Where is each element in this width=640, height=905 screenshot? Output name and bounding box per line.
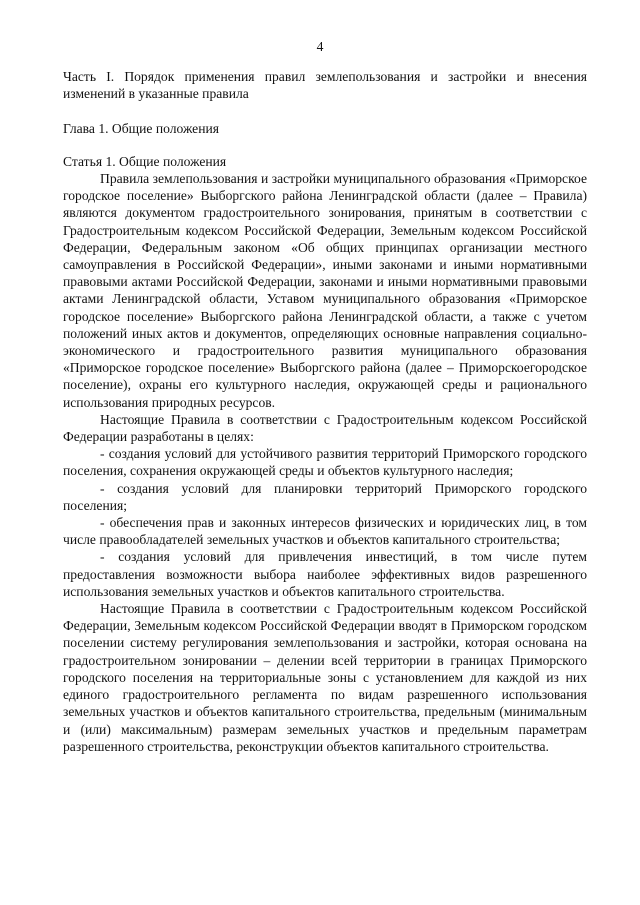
list-item-goal: - создания условий для планировки территорий Приморского городского поселения; (63, 480, 587, 513)
list-item-goal: - создания условий для привлечения инвестиций, в том числе путем предоставления возможности выбора наиболее эффективных видов разрешенного использования земельных участков и объектов капитального строительства. (63, 549, 587, 599)
article-title: Статья 1. Общие положения (63, 154, 227, 169)
paragraph-goals-lead: Настоящие Правила в соответствии с Градостроительным кодексом Российской Федерации разработаны в целях: (63, 411, 587, 445)
list-item-goal: - создания условий для устойчивого развития территорий Приморского городского поселения, сохранения окружающей среды и объектов культурного наследия; (63, 446, 587, 479)
paragraph-zoning: Настоящие Правила в соответствии с Градостроительным кодексом Российской Федерации, Земельным кодексом Российской Федерации вводят в Приморском городском поселении систему регулирования землепользования и застройки, которая основана на градостроительном зонировании – делении всей территории в границах Приморского городского поселения на территориальные зоны с установлением для каждой из них единого градостроительного регламента по видам разрешенного использования земельных участков и объектов капитального строительства, предельным (минимальным и (или) максимальным) размерам земельных участков и предельным параметрам разрешенного строительства, реконструкции объектов капитального строительства. (63, 601, 587, 754)
article-body (63, 170, 587, 755)
page-number: 4 (316, 39, 324, 54)
paragraph-intro: Правила землепользования и застройки муниципального образования «Приморское городское поселение» Выборгского района Ленинградской области (далее – Правила) являются документом градостроительного зонирования, принятым в соответствии с Градостроительным кодексом Российской Федерации, Земельным кодексом Российской Федерации, Федеральным законом «Об общих принципах организации местного самоуправления в Российской Федерации», иными законами и иными нормативными правовыми актами Российской Федерации, законами и иными нормативными правовыми актами Ленинградской области, Уставом муниципального образования «Приморское городское поселение» Выборгского района Ленинградской области, а также с учетом положений иных актов и документов, определяющих основные направления социально-экономического и градостроительного развития муниципального образования «Приморское городское поселение» Выборгского района (далее – Приморскоегородское поселение), охраны его культурного наследия, окружающей среды и рационального использования природных ресурсов. (63, 171, 587, 410)
list-item-goal: - обеспечения прав и законных интересов физических и юридических лиц, в том числе правообладателей земельных участков и объектов капитального строительства; (63, 515, 587, 548)
chapter-title: Глава 1. Общие положения (63, 121, 220, 136)
part-title: Часть I. Порядок применения правил землепользования и застройки и внесения изменений в указанные правила (63, 69, 587, 102)
